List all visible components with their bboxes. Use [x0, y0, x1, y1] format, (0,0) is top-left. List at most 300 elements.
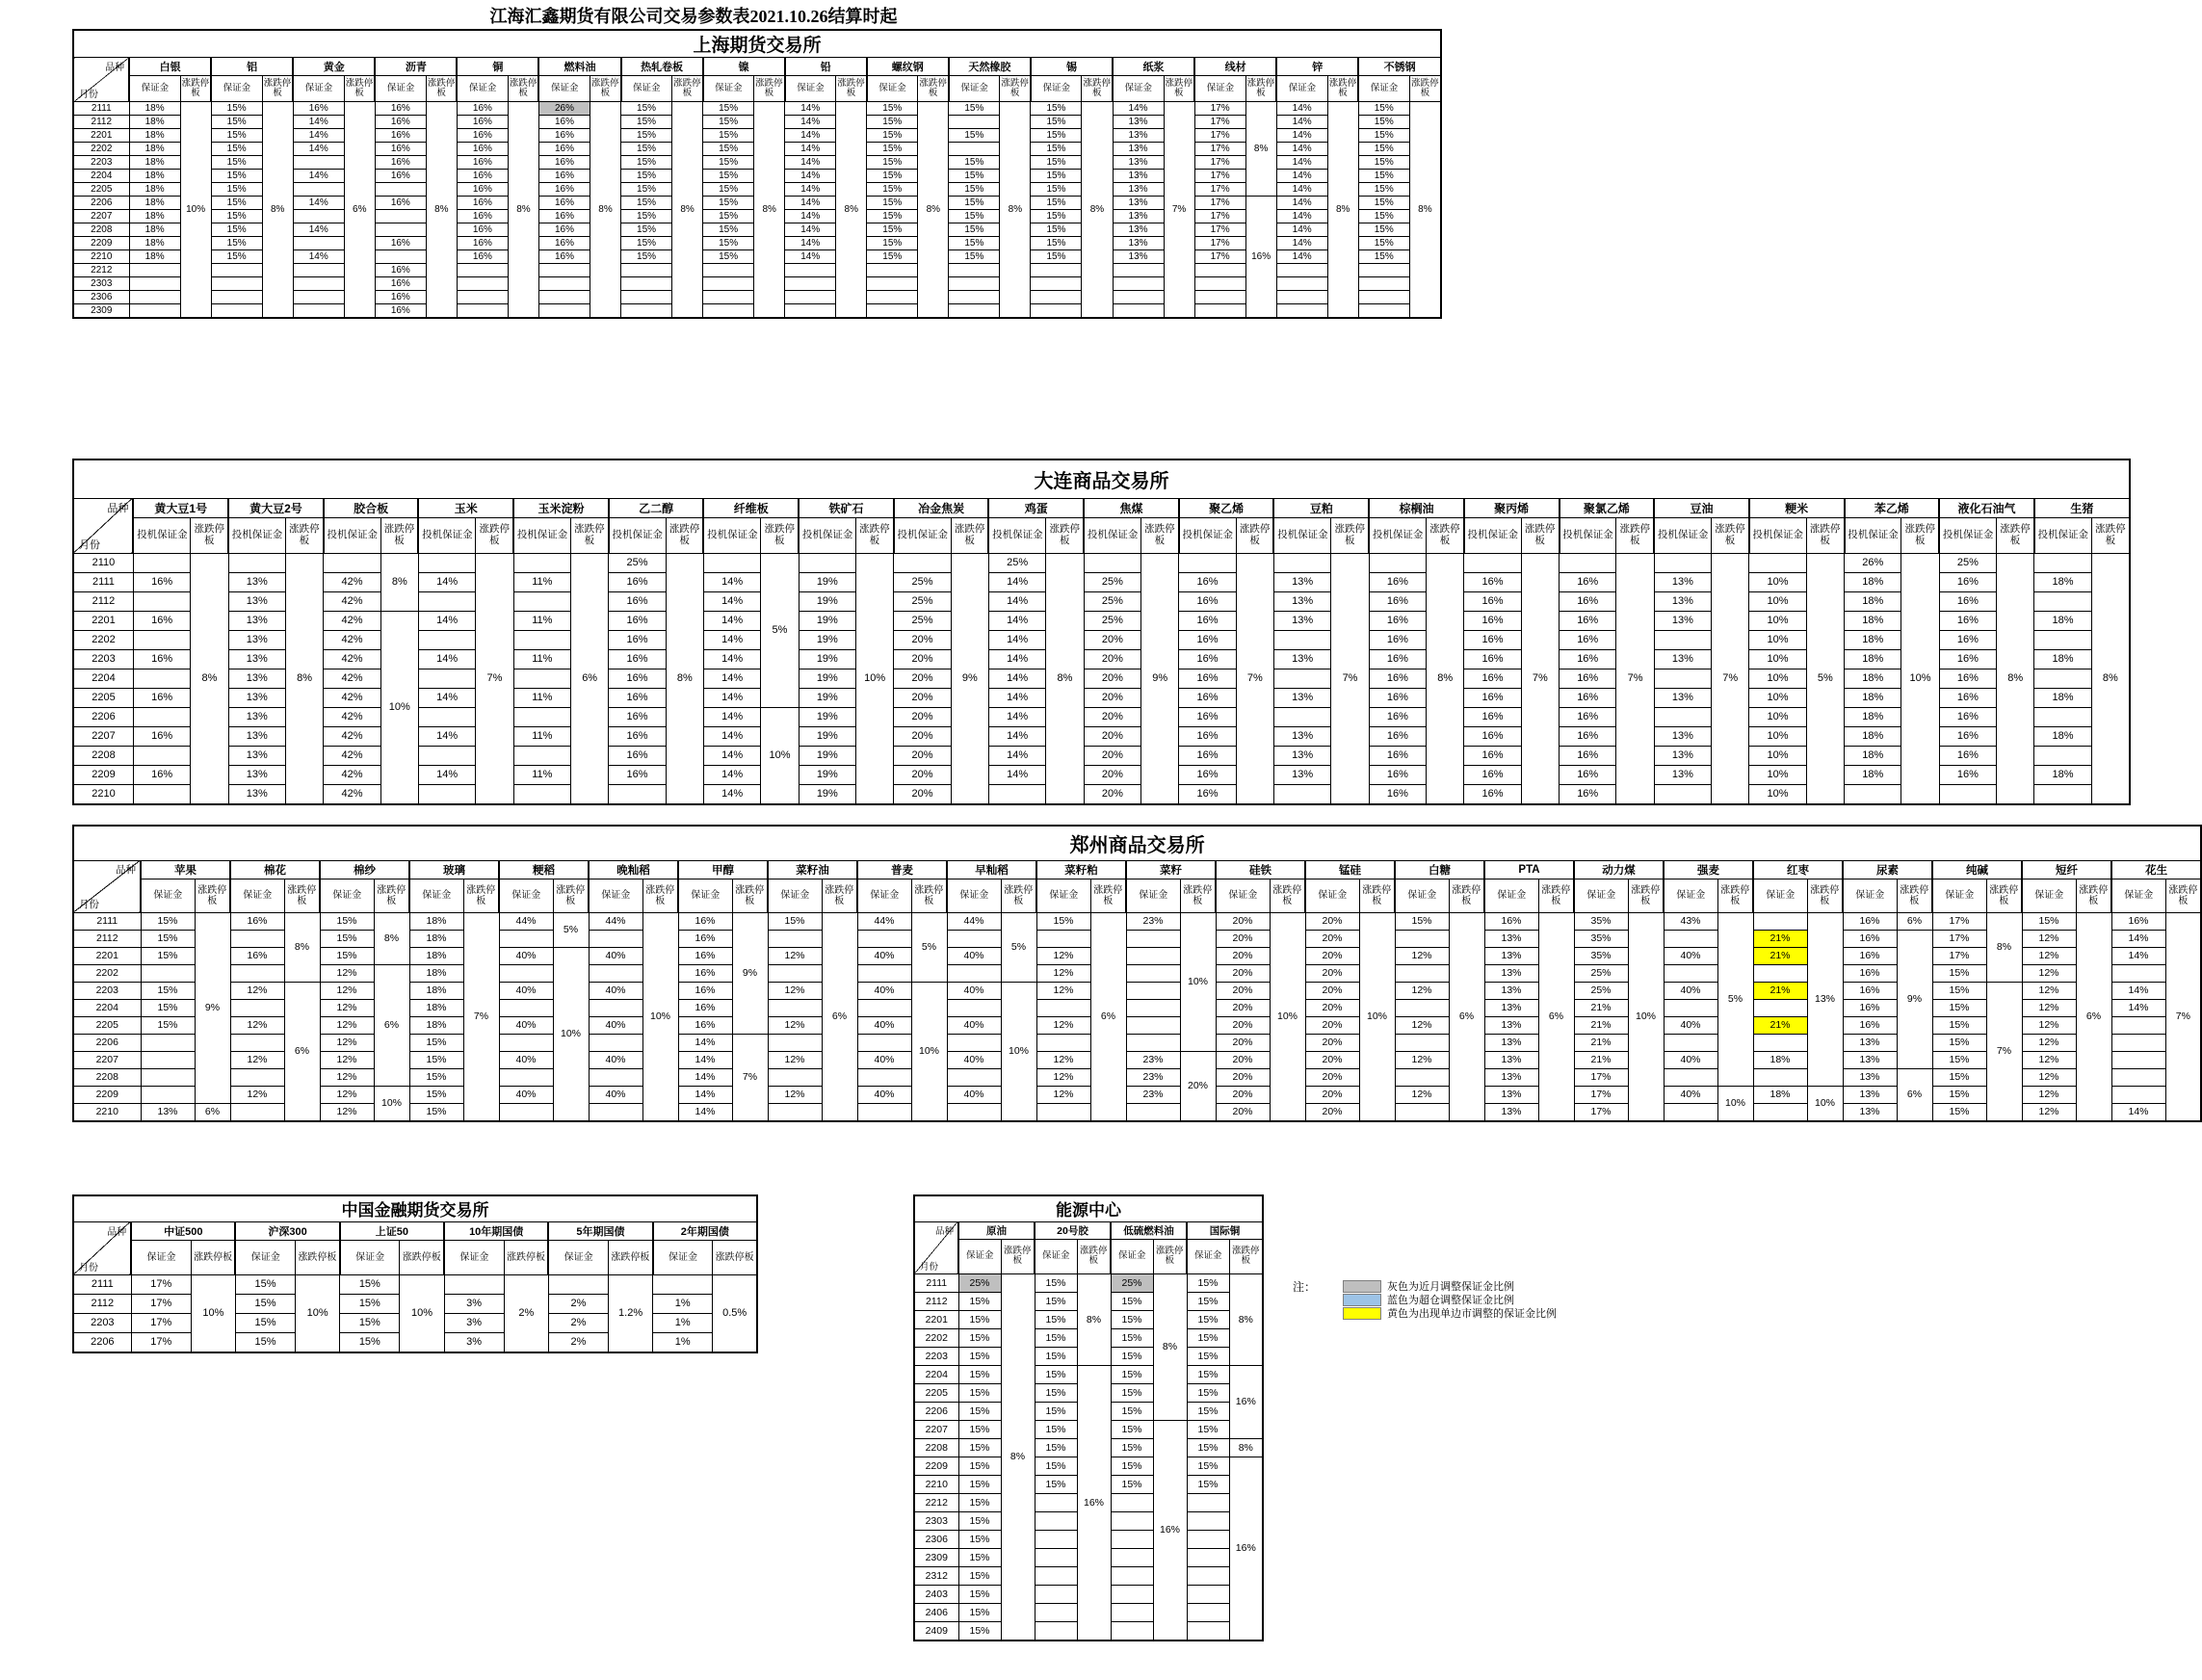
product-name: 铜 [457, 58, 538, 76]
limit-header: 涨跌停板 [1327, 76, 1358, 102]
margin-cell: 19% [799, 591, 855, 611]
margin-header: 保证金 [340, 1240, 400, 1274]
margin-cell: 16% [678, 947, 732, 964]
margin-header: 保证金 [141, 879, 195, 912]
margin-cell: 20% [1216, 947, 1270, 964]
table-row [73, 1274, 757, 1294]
limit-cell: 9% [1897, 930, 1932, 1068]
margin-cell [1126, 947, 1180, 964]
margin-cell: 15% [867, 143, 918, 156]
limit-header: 涨跌停板 [1616, 517, 1654, 553]
margin-cell [1111, 1603, 1153, 1621]
month-cell: 2209 [914, 1457, 958, 1475]
margin-cell: 13% [1843, 1068, 1897, 1086]
ine-table [913, 1194, 1262, 1641]
margin-cell: 10% [1749, 572, 1806, 591]
margin-cell: 16% [1369, 707, 1426, 726]
margin-cell [133, 746, 190, 765]
margin-cell: 16% [457, 102, 508, 116]
margin-cell: 15% [1035, 1365, 1077, 1383]
product-name: 乙二醇 [609, 498, 704, 517]
margin-cell: 15% [1358, 183, 1409, 197]
margin-cell [1654, 669, 1711, 688]
month-cell: 2203 [73, 649, 133, 669]
margin-cell: 15% [958, 1420, 1001, 1438]
margin-cell: 17% [131, 1294, 191, 1313]
margin-cell: 12% [1395, 1051, 1449, 1068]
margin-cell: 20% [1305, 1016, 1359, 1034]
margin-cell: 12% [1036, 1086, 1090, 1103]
limit-header: 涨跌停板 [284, 879, 320, 912]
margin-cell: 13% [228, 784, 285, 804]
margin-cell: 14% [988, 649, 1045, 669]
month-cell: 2204 [914, 1365, 958, 1383]
margin-header: 保证金 [1111, 1239, 1153, 1273]
margin-cell [1187, 1566, 1229, 1585]
margin-cell: 16% [1179, 572, 1236, 591]
margin-cell [1035, 1530, 1077, 1548]
margin-cell [293, 156, 344, 170]
margin-cell: 15% [1111, 1475, 1153, 1493]
margin-cell: 13% [1113, 250, 1164, 264]
margin-header: 投机保证金 [1179, 517, 1236, 553]
margin-cell: 13% [1484, 964, 1538, 982]
margin-cell [1664, 1034, 1717, 1051]
margin-cell [1036, 930, 1090, 947]
margin-cell: 18% [129, 183, 180, 197]
margin-cell: 20% [1216, 1034, 1270, 1051]
margin-cell: 12% [1036, 1051, 1090, 1068]
margin-cell: 20% [1084, 765, 1140, 784]
limit-cell: 0.5% [713, 1274, 757, 1352]
margin-header: 保证金 [1216, 879, 1270, 912]
margin-cell: 17% [1194, 116, 1245, 129]
margin-cell [230, 1068, 284, 1086]
limit-cell: 8% [1229, 1438, 1263, 1457]
margin-cell: 18% [129, 223, 180, 237]
limit-cell: 16% [1245, 197, 1276, 319]
margin-cell: 13% [1273, 611, 1330, 630]
margin-cell: 20% [1216, 1086, 1270, 1103]
margin-header: 保证金 [235, 1240, 295, 1274]
margin-cell: 12% [230, 1051, 284, 1068]
margin-cell: 12% [1395, 982, 1449, 999]
margin-cell: 15% [621, 183, 672, 197]
margin-cell: 15% [141, 912, 195, 930]
margin-header: 保证金 [538, 76, 590, 102]
product-name: 原油 [958, 1221, 1035, 1239]
margin-cell: 16% [1464, 630, 1521, 649]
margin-cell: 14% [293, 197, 344, 210]
margin-cell: 23% [1126, 1051, 1180, 1068]
limit-cell: 16% [1229, 1365, 1263, 1438]
margin-cell [230, 999, 284, 1016]
limit-cell: 13% [1807, 912, 1843, 1086]
margin-header: 保证金 [678, 879, 732, 912]
margin-cell: 20% [1216, 912, 1270, 930]
margin-cell [1273, 707, 1330, 726]
margin-cell: 14% [988, 688, 1045, 707]
margin-cell [768, 1034, 822, 1051]
margin-cell [1126, 930, 1180, 947]
limit-cell: 10% [191, 1274, 235, 1352]
margin-cell: 10% [1749, 746, 1806, 765]
margin-cell: 15% [340, 1274, 400, 1294]
corner-variety-label: 品种 [107, 1226, 127, 1238]
margin-cell: 14% [785, 170, 836, 183]
margin-header: 保证金 [703, 76, 754, 102]
margin-header: 保证金 [457, 76, 508, 102]
margin-cell: 21% [1753, 982, 1807, 999]
margin-header: 保证金 [1035, 1239, 1077, 1273]
margin-cell: 14% [418, 726, 475, 746]
margin-cell: 16% [133, 688, 190, 707]
margin-cell: 14% [785, 250, 836, 264]
margin-cell [293, 264, 344, 277]
margin-cell: 13% [1654, 688, 1711, 707]
table-row [914, 1273, 1263, 1292]
margin-cell: 18% [1845, 746, 1901, 765]
margin-cell [785, 304, 836, 319]
margin-cell: 13% [228, 611, 285, 630]
margin-cell [799, 553, 855, 572]
margin-cell [293, 237, 344, 250]
margin-cell: 15% [211, 197, 262, 210]
limit-cell: 6% [344, 102, 375, 319]
limit-header: 涨跌停板 [911, 879, 947, 912]
margin-header: 投机保证金 [988, 517, 1045, 553]
margin-cell: 40% [589, 947, 642, 964]
margin-cell: 13% [1113, 197, 1164, 210]
limit-cell: 7% [1521, 553, 1559, 804]
limit-header: 涨跌停板 [1717, 879, 1753, 912]
limit-cell: 8% [590, 102, 621, 319]
limit-cell: 8% [1153, 1273, 1187, 1420]
margin-header: 投机保证金 [1369, 517, 1426, 553]
limit-header: 涨跌停板 [1986, 879, 2022, 912]
margin-cell: 16% [1939, 746, 1996, 765]
limit-cell: 8% [918, 102, 949, 319]
margin-cell: 11% [513, 649, 570, 669]
limit-cell: 9% [1141, 553, 1179, 804]
margin-cell: 15% [703, 170, 754, 183]
limit-cell: 8% [262, 102, 293, 319]
product-name: 黄金 [293, 58, 375, 76]
product-name: 短纤 [2022, 860, 2111, 879]
margin-cell: 16% [375, 264, 426, 277]
product-name: 2年期国债 [653, 1221, 757, 1240]
margin-cell: 15% [1187, 1475, 1229, 1493]
margin-cell [1664, 1103, 1717, 1121]
limit-header: 涨跌停板 [463, 879, 499, 912]
margin-cell: 35% [1574, 912, 1628, 930]
margin-cell: 14% [703, 746, 760, 765]
product-name: 沪深300 [235, 1221, 339, 1240]
margin-cell [1113, 264, 1164, 277]
limit-header: 涨跌停板 [918, 76, 949, 102]
margin-cell: 40% [499, 947, 553, 964]
margin-cell: 16% [1939, 591, 1996, 611]
margin-cell: 14% [1276, 170, 1327, 183]
margin-cell: 20% [1305, 930, 1359, 947]
margin-cell: 16% [1843, 999, 1897, 1016]
margin-cell: 18% [129, 116, 180, 129]
month-cell: 2112 [73, 591, 133, 611]
limit-header: 涨跌停板 [426, 76, 457, 102]
margin-cell: 16% [457, 250, 508, 264]
margin-cell: 15% [621, 223, 672, 237]
month-cell: 2207 [73, 210, 129, 223]
margin-cell: 15% [958, 1310, 1001, 1328]
margin-cell: 15% [1932, 1086, 1986, 1103]
margin-cell: 10% [1749, 707, 1806, 726]
margin-cell: 15% [141, 999, 195, 1016]
margin-cell: 16% [609, 765, 666, 784]
margin-cell: 16% [678, 912, 732, 930]
margin-cell [1664, 999, 1717, 1016]
margin-cell: 15% [1035, 1310, 1077, 1328]
margin-header: 投机保证金 [1273, 517, 1330, 553]
margin-cell: 15% [958, 1585, 1001, 1603]
margin-cell: 13% [1654, 572, 1711, 591]
legend-row [1293, 1307, 1557, 1319]
margin-cell: 15% [409, 1051, 463, 1068]
margin-cell: 15% [141, 947, 195, 964]
legend-item-label: 蓝色为超仓调整保证金比例 [1387, 1295, 1514, 1306]
margin-cell [293, 291, 344, 304]
margin-cell: 15% [409, 1103, 463, 1121]
month-cell: 2406 [914, 1603, 958, 1621]
margin-cell: 15% [1111, 1310, 1153, 1328]
margin-cell [1358, 264, 1409, 277]
margin-cell: 16% [1843, 930, 1897, 947]
margin-cell: 16% [678, 982, 732, 999]
margin-cell: 13% [1484, 1086, 1538, 1103]
margin-cell [1273, 784, 1330, 804]
margin-cell: 15% [949, 102, 1000, 116]
margin-cell: 16% [1179, 591, 1236, 611]
margin-cell: 14% [293, 116, 344, 129]
margin-cell: 15% [1358, 223, 1409, 237]
margin-cell [538, 264, 590, 277]
legend-item-label: 灰色为近月调整保证金比例 [1387, 1281, 1514, 1293]
margin-cell: 10% [1749, 669, 1806, 688]
margin-cell [1194, 277, 1245, 291]
limit-header: 涨跌停板 [1077, 1239, 1111, 1273]
product-name: 铅 [785, 58, 867, 76]
limit-header: 涨跌停板 [1449, 879, 1484, 912]
margin-cell: 14% [293, 250, 344, 264]
margin-cell: 15% [141, 1016, 195, 1034]
product-name: 不锈钢 [1358, 58, 1441, 76]
margin-cell: 16% [375, 116, 426, 129]
limit-header: 涨跌停板 [666, 517, 703, 553]
margin-cell: 16% [609, 688, 666, 707]
margin-cell: 26% [1845, 553, 1901, 572]
margin-cell: 13% [1273, 726, 1330, 746]
margin-cell: 14% [1276, 210, 1327, 223]
margin-cell: 16% [1464, 669, 1521, 688]
margin-cell: 20% [894, 726, 951, 746]
margin-cell: 15% [867, 223, 918, 237]
limit-cell: 10% [1628, 912, 1664, 1121]
margin-cell: 16% [609, 630, 666, 649]
margin-header: 保证金 [1753, 879, 1807, 912]
margin-cell: 12% [2022, 964, 2076, 982]
limit-cell: 8% [1986, 912, 2022, 982]
limit-cell: 16% [1153, 1420, 1187, 1641]
margin-cell [1395, 1034, 1449, 1051]
month-cell: 2208 [914, 1438, 958, 1457]
margin-cell: 17% [1574, 1086, 1628, 1103]
margin-cell: 15% [1031, 197, 1082, 210]
margin-cell: 11% [513, 688, 570, 707]
margin-cell [230, 964, 284, 982]
margin-cell: 16% [375, 291, 426, 304]
margin-cell: 12% [768, 982, 822, 999]
margin-cell [513, 553, 570, 572]
margin-cell: 16% [1464, 765, 1521, 784]
margin-cell: 18% [409, 947, 463, 964]
data-grid [72, 1194, 758, 1353]
limit-cell: 6% [571, 553, 609, 804]
margin-cell: 12% [320, 1103, 374, 1121]
product-name: 玉米淀粉 [513, 498, 609, 517]
margin-cell: 16% [1560, 707, 1616, 726]
margin-cell: 40% [947, 1051, 1001, 1068]
margin-cell: 25% [958, 1273, 1001, 1292]
limit-cell: 10% [374, 1086, 409, 1121]
margin-header: 保证金 [1574, 879, 1628, 912]
margin-cell [867, 264, 918, 277]
margin-cell: 14% [1276, 223, 1327, 237]
margin-cell: 18% [1845, 649, 1901, 669]
margin-cell: 15% [867, 197, 918, 210]
margin-cell: 15% [958, 1402, 1001, 1420]
margin-cell: 12% [1036, 947, 1090, 964]
month-cell: 2112 [73, 1294, 131, 1313]
margin-cell: 14% [2111, 930, 2165, 947]
margin-cell: 16% [1369, 688, 1426, 707]
margin-cell: 14% [418, 572, 475, 591]
margin-cell: 15% [1358, 197, 1409, 210]
month-cell: 2309 [914, 1548, 958, 1566]
margin-cell: 12% [2022, 930, 2076, 947]
margin-header: 保证金 [1036, 879, 1090, 912]
margin-cell: 15% [340, 1313, 400, 1332]
month-cell: 2202 [914, 1328, 958, 1347]
product-name: 动力煤 [1574, 860, 1664, 879]
margin-cell: 16% [1560, 572, 1616, 591]
margin-cell [1194, 264, 1245, 277]
limit-cell: 8% [1000, 102, 1031, 319]
limit-header: 涨跌停板 [1153, 1239, 1187, 1273]
margin-header: 保证金 [857, 879, 911, 912]
margin-header: 投机保证金 [703, 517, 760, 553]
margin-cell: 25% [988, 553, 1045, 572]
margin-cell: 16% [538, 183, 590, 197]
margin-cell [867, 304, 918, 319]
margin-cell: 15% [703, 223, 754, 237]
margin-cell: 12% [1036, 982, 1090, 999]
margin-cell: 15% [1111, 1292, 1153, 1310]
margin-cell: 15% [703, 143, 754, 156]
margin-cell: 15% [1031, 183, 1082, 197]
limit-cell: 8% [1997, 553, 2034, 804]
margin-cell: 13% [228, 669, 285, 688]
margin-cell [949, 264, 1000, 277]
margin-cell [1031, 304, 1082, 319]
czce-table [72, 825, 2198, 1122]
limit-cell: 9% [951, 553, 988, 804]
margin-cell: 15% [211, 210, 262, 223]
margin-cell: 14% [988, 765, 1045, 784]
margin-cell [1194, 291, 1245, 304]
margin-cell: 43% [1664, 912, 1717, 930]
limit-header: 涨跌停板 [1229, 1239, 1263, 1273]
product-name: 燃料油 [538, 58, 620, 76]
limit-cell: 8% [2091, 553, 2130, 804]
margin-cell: 14% [678, 1034, 732, 1051]
margin-cell [457, 277, 508, 291]
margin-cell: 40% [947, 982, 1001, 999]
margin-cell [499, 964, 553, 982]
margin-cell: 13% [1113, 116, 1164, 129]
margin-cell: 15% [703, 156, 754, 170]
margin-cell [947, 1034, 1001, 1051]
margin-cell: 20% [1084, 649, 1140, 669]
limit-cell: 6% [1538, 912, 1574, 1121]
margin-cell [2111, 1016, 2165, 1034]
limit-cell: 8% [1327, 102, 1358, 319]
margin-cell: 18% [1845, 726, 1901, 746]
margin-cell: 16% [1560, 784, 1616, 804]
margin-cell: 13% [1654, 765, 1711, 784]
limit-cell: 5% [761, 553, 799, 707]
limit-cell: 8% [836, 102, 867, 319]
margin-cell: 15% [340, 1294, 400, 1313]
margin-cell: 13% [1273, 746, 1330, 765]
margin-cell [324, 553, 380, 572]
margin-cell: 14% [1276, 129, 1327, 143]
margin-cell: 10% [1749, 630, 1806, 649]
margin-cell [1753, 912, 1807, 930]
margin-cell: 15% [211, 102, 262, 116]
margin-cell [949, 291, 1000, 304]
margin-cell [857, 1034, 911, 1051]
margin-header: 投机保证金 [133, 517, 190, 553]
margin-cell: 15% [211, 237, 262, 250]
margin-cell: 20% [1305, 1068, 1359, 1086]
margin-cell: 15% [621, 197, 672, 210]
month-cell: 2201 [73, 129, 129, 143]
margin-cell: 18% [2034, 649, 2091, 669]
margin-cell: 16% [457, 116, 508, 129]
margin-cell: 12% [2022, 1016, 2076, 1034]
margin-cell [1187, 1493, 1229, 1511]
margin-cell: 16% [538, 237, 590, 250]
limit-header: 涨跌停板 [732, 879, 768, 912]
margin-cell: 15% [1932, 1016, 1986, 1034]
margin-cell: 15% [1932, 1068, 1986, 1086]
margin-cell: 14% [2111, 947, 2165, 964]
margin-cell: 12% [230, 1016, 284, 1034]
margin-cell: 15% [867, 170, 918, 183]
margin-cell: 16% [375, 170, 426, 183]
margin-cell: 18% [409, 912, 463, 930]
margin-cell [133, 630, 190, 649]
margin-cell: 16% [1464, 726, 1521, 746]
